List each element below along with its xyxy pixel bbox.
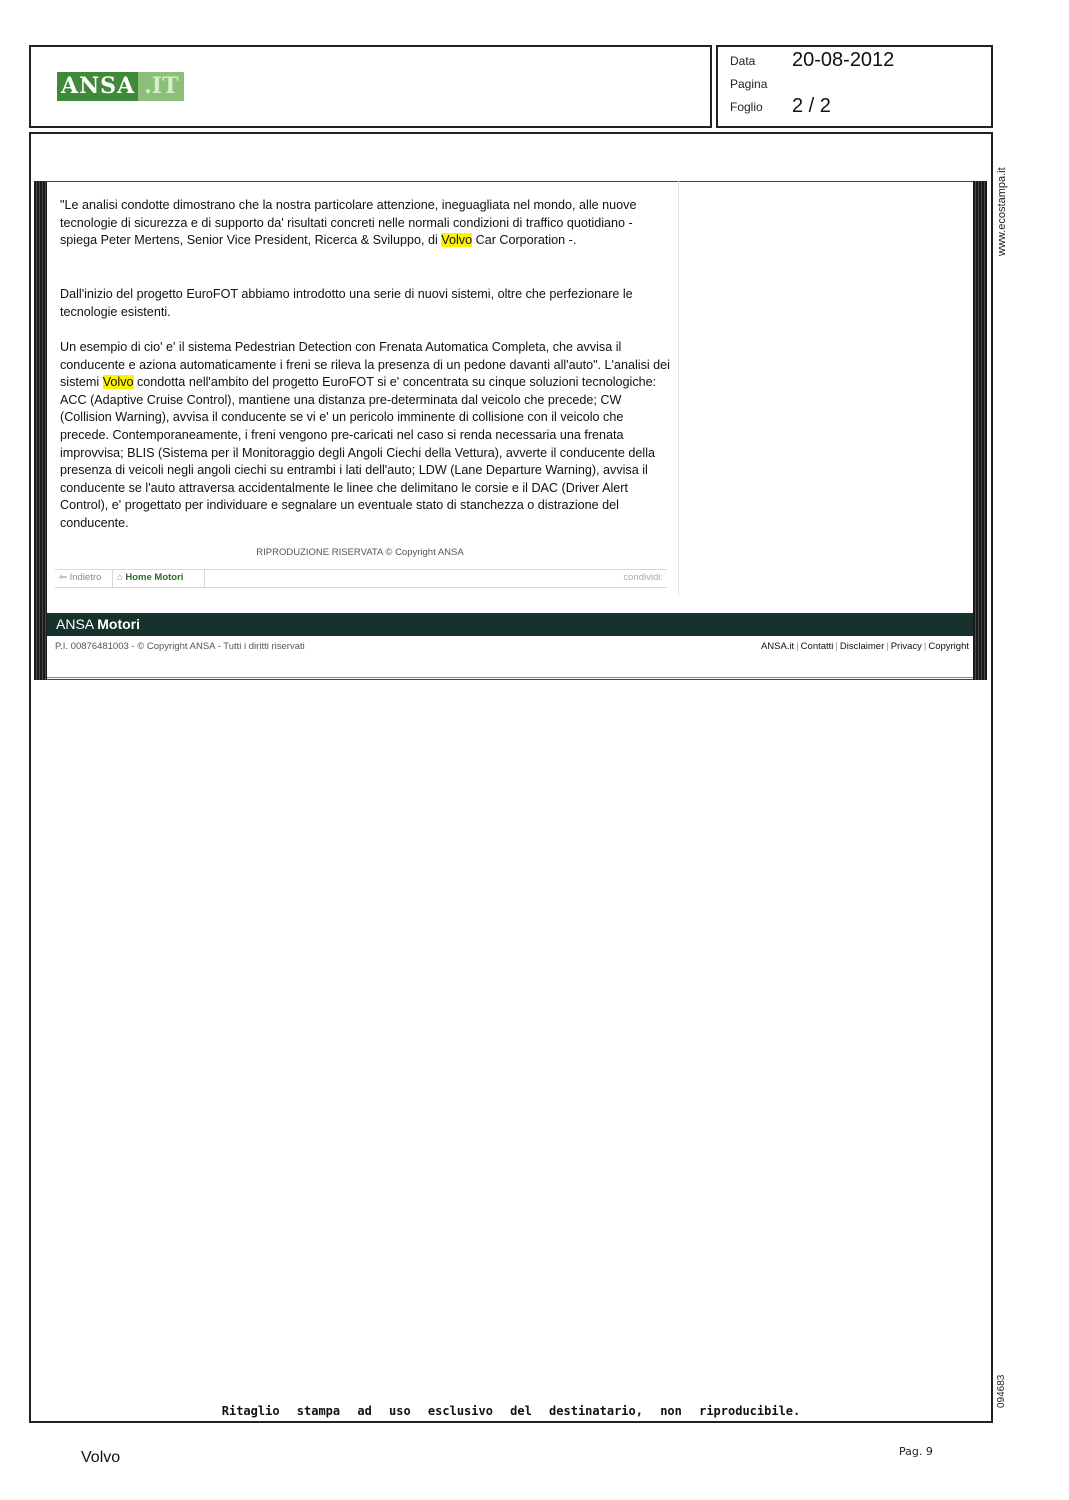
nav-divider: [112, 570, 113, 587]
logo-main: ANSA: [57, 72, 138, 101]
code-text: 094683: [996, 1374, 1007, 1408]
highlight-volvo: Volvo: [102, 375, 134, 390]
ansa-motori-brand[interactable]: ANSA Motori: [56, 616, 141, 632]
page-footer-name: Volvo: [81, 1449, 121, 1466]
foglio-value: 2 / 2: [792, 95, 831, 117]
home-motori-link[interactable]: ⌂ Home Motori: [117, 572, 184, 583]
data-value: 20-08-2012: [792, 49, 895, 71]
clip-bottom-line: [47, 677, 973, 678]
home-icon: ⌂: [117, 572, 126, 583]
clip-right-edge: [973, 181, 987, 680]
article-paragraph-1: "Le analisi condotte dimostrano che la nostra particolare attenzione, ineguagliata nel mondo, alle nuove tecnologie di sicurezza e di supporto da' risultati concreti nelle normali condizioni di traffico quotidiano - spiega Peter Mertens, Senior Vice President, Ricerca & Sviluppo, di Volvo Car Corporation -.: [60, 198, 637, 248]
clipping-note: Ritaglio stampa ad uso esclusivo del destinatario, non riproducibile.: [221, 1404, 801, 1418]
article-paragraph-3: Un esempio di cio' e' il sistema Pedestrian Detection con Frenata Automatica Completa, che avvisa il conducente e aziona automaticamente i freni se rileva la presenza di un pedone davanti all'auto". L'analisi dei sistemi Volvo condotta nell'ambito del progetto EuroFOT si e' concentrata su cinque soluzioni tecnologiche: ACC (Adaptive Cruise Control), mantiene una distanza pre-determinata dal veicolo che precede; CW (Collision Warning), avvisa il conducente se vi e' un pericolo imminente di collisione con il veicolo che precede. Contemporaneamente, i freni vengono pre-caricati nel caso si renda necessaria una frenata improvvisa; BLIS (Sistema per il Monitoraggio degli Angoli Ciechi della Vettura), avverte il conducente della presenza di veicoli negli angoli ciechi su entrambi i lati dell'auto; LDW (Lane Departure Warning), avvisa il conducente se l'auto attraversa accidentalmente le linee che delimitano le corsie e il DAC (Driver Alert Control), e' progettato per individuare e segnalare un eventuale stato di stanchezza o distrazione del conducente.: [60, 340, 670, 530]
foglio-label: Foglio: [730, 100, 763, 114]
footer-link-privacy[interactable]: Privacy: [890, 641, 922, 652]
footer-link-copyright[interactable]: Copyright: [928, 641, 969, 652]
highlight-volvo: Volvo: [441, 233, 473, 248]
logo-suffix: .IT: [138, 72, 184, 101]
ansa-motori-bar: [47, 613, 973, 636]
footer-link-ansa[interactable]: ANSA.it: [760, 641, 795, 652]
article-copyright: RIPRODUZIONE RISERVATA © Copyright ANSA: [256, 547, 464, 558]
footer-link-disclaimer[interactable]: Disclaimer: [839, 641, 885, 652]
data-label: Data: [730, 54, 756, 68]
article-paragraph-2: Dall'inizio del progetto EuroFOT abbiamo introdotto una serie di nuovi sistemi, oltre che perfezionare le tecnologie esistenti.: [60, 287, 633, 319]
ansa-logo: [57, 72, 184, 101]
footer-links: ANSA.it | Contatti | Disclaimer | Privacy | Copyright: [760, 641, 969, 652]
site-text: www.ecostampa.it: [996, 167, 1008, 256]
article-navbar: [55, 569, 667, 588]
footer-link-contatti[interactable]: Contatti: [800, 641, 834, 652]
back-link[interactable]: ⇦ Indietro: [59, 572, 102, 583]
nav-divider: [204, 570, 205, 587]
clip-left-edge: [34, 181, 47, 680]
page-number: Pag. 9: [899, 1445, 933, 1458]
share-label[interactable]: condividi:: [623, 572, 663, 583]
pagina-label: Pagina: [730, 77, 768, 91]
back-arrow-icon: ⇦: [59, 572, 70, 583]
clipping-code: [996, 1368, 1012, 1408]
legal-text: P.I. 00876481003 - © Copyright ANSA - Tutti i diritti riservati: [55, 641, 305, 652]
ecostampa-margin-text: [996, 146, 1012, 256]
